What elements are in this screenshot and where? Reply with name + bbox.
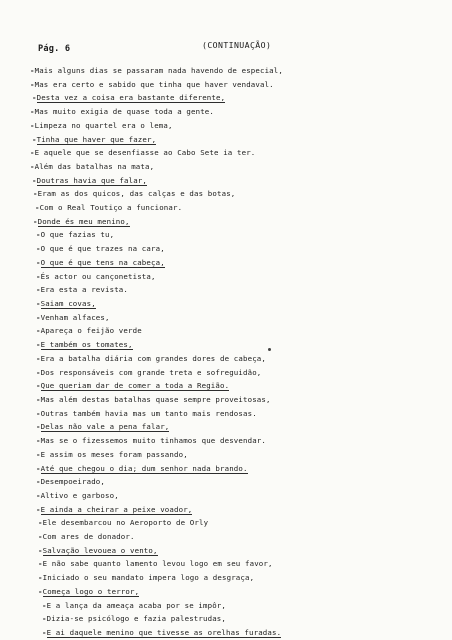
line-dash: - xyxy=(32,175,37,185)
line-dash: - xyxy=(36,271,41,281)
line-dash: - xyxy=(32,93,37,103)
line-text: Ele desembarcou no Aeroporto de Orly xyxy=(42,518,209,528)
line-text: Tinha que haver que fazer, xyxy=(36,134,157,144)
text-line xyxy=(38,518,208,527)
line-text: Apareça o feijão verde xyxy=(40,326,142,336)
line-text: O que é que tens na cabeça, xyxy=(40,257,165,267)
page-number: Pág. 6 xyxy=(38,44,71,54)
text-line xyxy=(30,148,255,157)
line-text: Desempoeirado, xyxy=(40,477,106,487)
text-line xyxy=(35,203,182,212)
line-dash: - xyxy=(38,532,43,542)
line-dash: - xyxy=(36,449,41,459)
line-dash: - xyxy=(33,216,38,226)
line-dash: - xyxy=(30,107,35,117)
line-dash: - xyxy=(36,504,41,514)
text-line xyxy=(36,340,133,349)
line-dash: - xyxy=(30,120,35,130)
line-text: Doutras havia que falar, xyxy=(36,175,147,185)
line-text: Mas além destas batalhas quase sempre proveitosas, xyxy=(40,394,271,404)
line-text: Começa logo o terror, xyxy=(42,586,140,596)
line-text: O que fazias tu, xyxy=(40,230,115,240)
text-line xyxy=(36,436,266,445)
text-line xyxy=(36,258,165,267)
continuation-label: (CONTINUAÇÃO) xyxy=(202,40,272,50)
line-dash: - xyxy=(36,463,41,473)
line-dash: - xyxy=(35,203,40,213)
line-text: Salvação levouea o vento, xyxy=(42,545,158,555)
line-text: Saiam covas, xyxy=(40,299,96,309)
text-line xyxy=(38,546,158,555)
text-line xyxy=(36,230,114,239)
line-dash: - xyxy=(38,518,43,528)
text-line xyxy=(30,162,154,171)
line-text: Mas se o fizessemos muito tinhamos que desvendar. xyxy=(40,436,266,446)
line-text: Limpeza no quartel era o lema, xyxy=(34,120,173,130)
line-dash: - xyxy=(36,394,41,404)
line-dash: - xyxy=(36,326,41,336)
line-dash: - xyxy=(36,408,41,418)
text-line xyxy=(36,409,257,418)
text-line xyxy=(33,217,130,226)
text-line xyxy=(38,532,135,541)
text-line xyxy=(36,368,261,377)
text-line xyxy=(36,244,165,253)
line-text: E ainda a cheirar a peixe voador, xyxy=(40,504,193,514)
line-dash: - xyxy=(36,257,41,267)
line-dash: - xyxy=(36,312,41,322)
text-line xyxy=(36,505,192,514)
text-line xyxy=(38,573,254,582)
line-dash: - xyxy=(36,230,41,240)
line-text: E assim os meses foram passando, xyxy=(40,449,188,459)
text-line xyxy=(36,285,128,294)
line-text: Mas muito exigia de quase toda a gente. xyxy=(34,107,214,117)
line-dash: - xyxy=(33,189,38,199)
line-dash: - xyxy=(36,367,41,377)
text-line xyxy=(30,107,214,116)
line-text: Até que chegou o dia; dum senhor nada brando. xyxy=(40,463,248,473)
text-line xyxy=(36,272,156,281)
text-line xyxy=(32,135,156,144)
line-text: Eram as dos quicos, das calças e das botas, xyxy=(37,189,236,199)
line-text: Dizia-se psicólogo e fazia palestrudas, xyxy=(46,614,226,624)
ink-mark xyxy=(268,348,271,351)
line-dash: - xyxy=(36,340,41,350)
text-line xyxy=(38,587,139,596)
line-dash: - xyxy=(36,285,41,295)
line-dash: - xyxy=(36,477,41,487)
text-line xyxy=(36,491,119,500)
line-dash: - xyxy=(36,422,41,432)
line-dash: - xyxy=(38,586,43,596)
text-line xyxy=(36,395,271,404)
line-text: E ai daquele menino que tivesse as orelhas furadas. xyxy=(46,628,282,637)
line-dash: - xyxy=(30,161,35,171)
text-line xyxy=(38,559,273,568)
line-text: Outras também havia mas um tanto mais rendosas. xyxy=(40,408,257,418)
line-text: E não sabe quanto lamento levou logo em seu favor, xyxy=(42,559,273,569)
line-dash: - xyxy=(36,353,41,363)
line-dash: - xyxy=(30,148,35,158)
text-line xyxy=(42,601,226,610)
line-text: Venham alfaces, xyxy=(40,312,110,322)
line-text: Altivo e garboso, xyxy=(40,490,119,500)
line-dash: - xyxy=(42,614,47,624)
line-dash: - xyxy=(36,381,41,391)
line-text: Iniciado o seu mandato impera logo a desgraça, xyxy=(42,573,255,583)
text-line xyxy=(30,80,274,89)
text-line xyxy=(36,422,169,431)
line-dash: - xyxy=(36,244,41,254)
text-line xyxy=(36,450,188,459)
line-dash: - xyxy=(42,628,47,637)
line-text: Dos responsáveis com grande treta e sofreguidão, xyxy=(40,367,262,377)
text-line xyxy=(30,121,173,130)
line-text: E aquele que se desenfiasse ao Cabo Sete ia ter. xyxy=(34,148,256,158)
text-line xyxy=(36,299,96,308)
text-line xyxy=(36,477,105,486)
text-line xyxy=(36,381,229,390)
text-line xyxy=(33,189,235,198)
line-text: Donde és meu menino, xyxy=(37,216,130,226)
line-text: Era esta a revista. xyxy=(40,285,129,295)
line-text: Além das batalhas na mata, xyxy=(34,161,155,171)
line-text: O que é que trazes na cara, xyxy=(40,244,165,254)
line-text: Era a batalha diária com grandes dores de cabeça, xyxy=(40,353,266,363)
text-line xyxy=(36,354,266,363)
text-line xyxy=(32,93,225,102)
line-text: És actor ou cançonetista, xyxy=(40,271,156,281)
text-line xyxy=(42,628,281,637)
line-text: Desta vez a coisa era bastante diferente, xyxy=(36,93,226,103)
line-text: Mas era certo e sabido que tinha que haver vendaval. xyxy=(34,79,274,89)
line-dash: - xyxy=(36,299,41,309)
line-dash: - xyxy=(38,545,43,555)
line-text: Mais alguns dias se passaram nada havendo de especial, xyxy=(34,66,283,75)
line-text: Com ares de donador. xyxy=(42,532,135,542)
line-dash: - xyxy=(30,79,35,89)
line-dash: - xyxy=(36,490,41,500)
line-dash: - xyxy=(36,436,41,446)
line-dash: - xyxy=(38,559,43,569)
line-dash: - xyxy=(38,573,43,583)
text-line xyxy=(36,464,248,473)
line-text: Que queriam dar de comer a toda a Região. xyxy=(40,381,230,391)
line-text: E também os tomates, xyxy=(40,340,133,350)
line-dash: - xyxy=(42,600,47,610)
text-line xyxy=(42,614,226,623)
text-line xyxy=(30,66,283,75)
text-line xyxy=(36,313,110,322)
line-text: E a lança da ameaça acaba por se impôr, xyxy=(46,600,226,610)
line-text: Delas não vale a pena falar, xyxy=(40,422,170,432)
line-dash: - xyxy=(32,134,37,144)
text-line xyxy=(36,326,142,335)
text-line xyxy=(32,176,147,185)
line-text: Com o Real Toutiço a funcionar. xyxy=(39,203,183,213)
line-dash: - xyxy=(30,66,35,75)
